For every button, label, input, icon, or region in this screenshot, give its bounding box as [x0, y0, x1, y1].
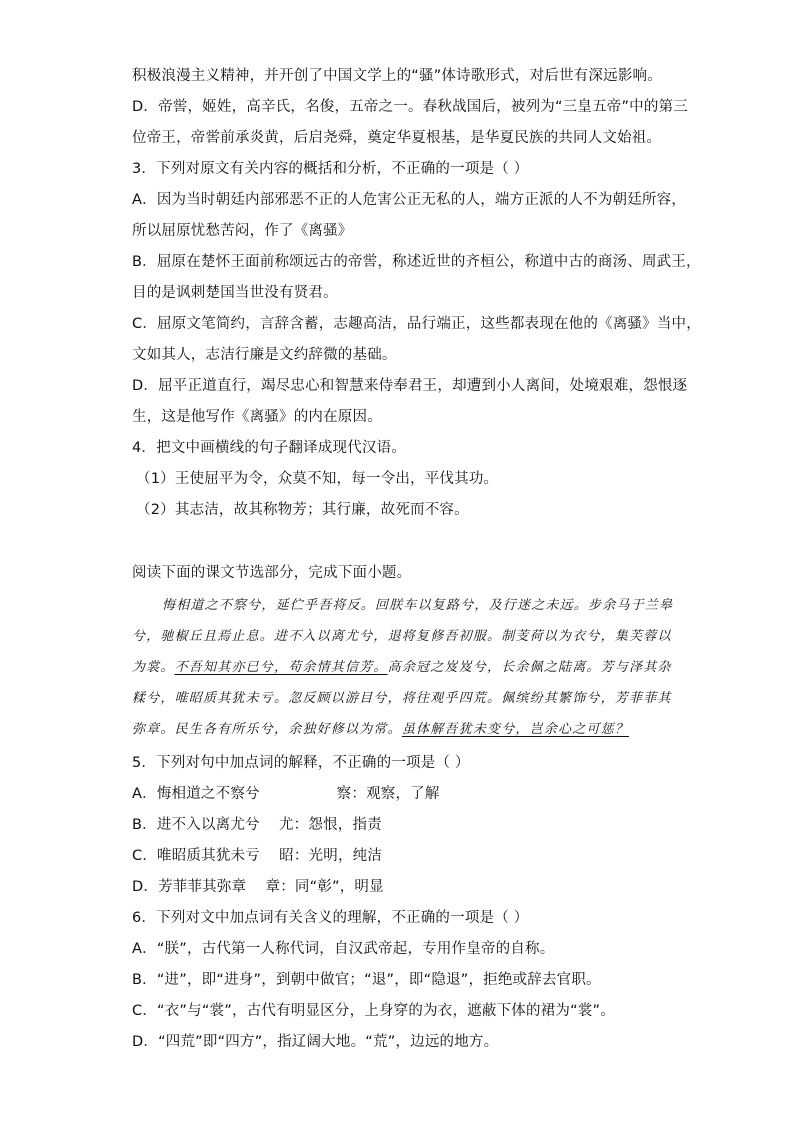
- q3-option-d-line-1: D．屈平正道直行，竭尽忠心和智慧来侍奉君王，却遭到小人离间，处境艰难，怨恨逐: [132, 378, 688, 394]
- q5-option-a: A．悔相道之不察兮 察：观察，了解: [132, 786, 440, 802]
- option-d-line-2: 位帝王，帝喾前承炎黄，后启尧舜，奠定华夏根基，是华夏民族的共同人文始祖。: [132, 130, 662, 146]
- poem-line-1: 悔相道之不察兮，延伫乎吾将反。回朕车以复路兮，及行迷之未远。步余马于兰皋: [162, 598, 674, 613]
- q3-option-d-line-2: 生，这是他写作《离骚》的内在原因。: [132, 409, 382, 425]
- q3-option-c-line-2: 文如其人，志洁行廉是文约辞微的基础。: [132, 347, 397, 363]
- poem-text: 弥章。民生各有所乐兮，余独好修以为常。: [132, 722, 402, 737]
- q6-option-a: A．“朕”，古代第一人称代词，自汉武帝起，专用作皇帝的自称。: [132, 941, 555, 957]
- poem-text: 为裳。: [132, 660, 175, 675]
- q6-option-d: D．“四荒”即“四方”，指辽阔大地。“荒”，边远的地方。: [132, 1034, 499, 1050]
- poem-text: 高余冠之岌岌兮，长余佩之陆离。芳与泽其杂: [387, 660, 672, 675]
- poem-line-2: 兮，驰椒丘且焉止息。进不入以离尤兮，退将复修吾初服。制芰荷以为衣兮，集芙蓉以: [132, 629, 672, 644]
- question-5-stem: 5．下列对句中加点词的解释，不正确的一项是（ ）: [132, 755, 470, 771]
- text-line: 积极浪漫主义精神，并开创了中国文学上的“骚”体诗歌形式，对后世有深远影响。: [132, 68, 662, 84]
- q4-item-2: （2）其志洁，故其称物芳；其行廉，故死而不容。: [136, 502, 469, 518]
- poem-line-4: 糅兮，唯昭质其犹未亏。忽反顾以游目兮，将往观乎四荒。佩缤纷其繁饰兮，芳菲菲其: [132, 691, 672, 706]
- q5-option-c: C．唯昭质其犹未亏 昭：光明，纯洁: [132, 848, 383, 864]
- q3-option-b-line-1: B．屈原在楚怀王面前称颂远古的帝喾，称述近世的齐桓公，称道中古的商汤、周武王，: [132, 254, 701, 270]
- poem-line-3: [132, 658, 672, 678]
- q3-option-c-line-1: C．屈原文笔简约，言辞含蓄，志趣高洁，品行端正，这些都表现在他的《离骚》当中，: [132, 316, 701, 332]
- reading-instruction: 阅读下面的课文节选部分，完成下面小题。: [132, 565, 412, 581]
- q6-option-b: B．“进”，即“进身”，到朝中做官；“退”，即“隐退”，拒绝或辞去官职。: [132, 972, 601, 988]
- underlined-sentence-2: 虽体解吾犹未变兮，岂余心之可惩？: [401, 722, 630, 737]
- q3-option-a-line-2: 所以屈原忧愁苦闷，作了《离骚》: [132, 223, 353, 239]
- option-d-line-1: D．帝喾，姬姓，高辛氏，名俊，五帝之一。春秋战国后，被列为“三皇五帝”中的第三: [132, 99, 688, 115]
- underlined-sentence-1: 不吾知其亦已兮，苟余情其信芳。: [174, 660, 388, 675]
- question-6-stem: 6．下列对文中加点词有关含义的理解，不正确的一项是（ ）: [132, 910, 529, 926]
- q4-item-1: （1）王使屈平为令，众莫不知，每一令出，平伐其功。: [136, 471, 499, 487]
- q3-option-b-line-2: 目的是讽刺楚国当世没有贤君。: [132, 285, 338, 301]
- question-3-stem: 3．下列对原文有关内容的概括和分析，不正确的一项是（ ）: [132, 161, 529, 177]
- q3-option-a-line-1: A．因为当时朝廷内部邪恶不正的人危害公正无私的人，端方正派的人不为朝廷所容，: [132, 192, 687, 208]
- poem-line-5: [132, 720, 662, 740]
- q5-option-b: B．进不入以离尤兮 尤：怨恨，指责: [132, 817, 382, 833]
- q5-option-d: D．芳菲菲其弥章 章：同“彰”，明显: [132, 879, 384, 895]
- question-4-stem: 4．把文中画横线的句子翻译成现代汉语。: [132, 440, 407, 456]
- q6-option-c: C．“衣”与“裳”，古代有明显区分，上身穿的为衣，遮蔽下体的裙为“裳”。: [132, 1003, 615, 1019]
